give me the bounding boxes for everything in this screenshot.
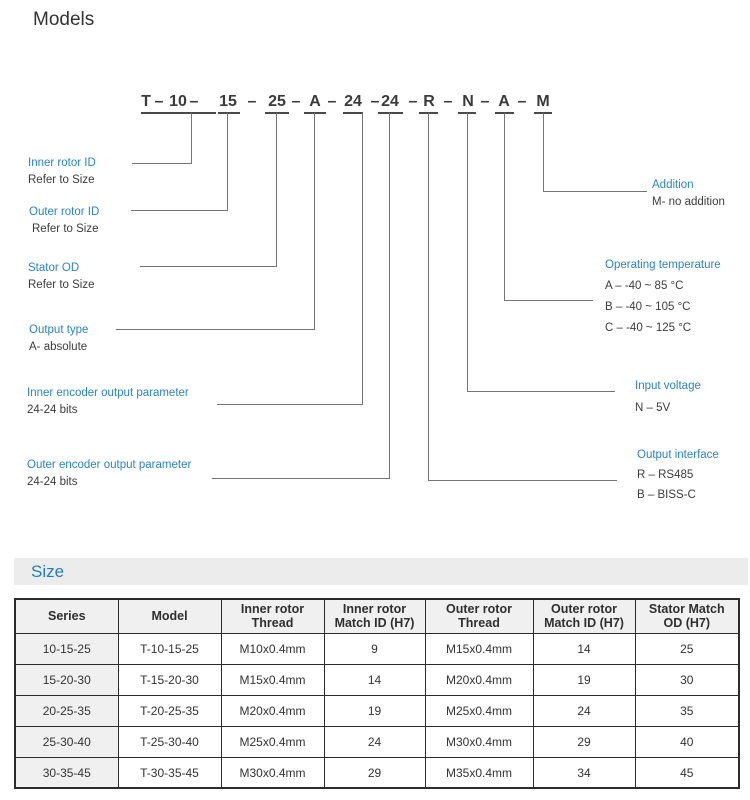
label-outer-rotor-id [29,204,99,238]
table-header-cell: Outer rotor Thread [425,599,533,633]
label-value: B – -40 ~ 105 °C [605,301,691,313]
label-title: Operating temperature [605,259,721,271]
table-cell: 19 [324,695,425,726]
table-cell: 10-15-25 [15,633,118,664]
table-cell: T-15-20-30 [118,664,221,695]
table-cell: 15-20-30 [15,664,118,695]
table-row [15,726,739,757]
code-token: – [408,93,418,110]
table-cell: M20x0.4mm [221,695,324,726]
size-section-header [14,558,748,585]
label-value: B – BISS-C [637,489,696,501]
label-operating-temperature [605,257,721,337]
code-token: 15 [219,93,237,110]
table-header-cell: Inner rotor Match ID (H7) [324,599,425,633]
label-title: Inner rotor ID [28,157,96,169]
table-header-row [15,599,739,633]
table-cell: 45 [635,757,739,788]
table-cell: 14 [533,633,635,664]
code-token: – [370,93,380,110]
table-cell: T-30-35-45 [118,757,221,788]
table-cell: 25 [635,633,739,664]
label-title: Addition [652,179,694,191]
label-value: Refer to Size [28,174,95,186]
label-input-voltage [635,378,701,417]
code-token: T [141,93,151,110]
table-row [15,633,739,664]
table-cell: 14 [324,664,425,695]
code-token: – [189,93,199,110]
table-row [15,664,739,695]
code-token: N [462,93,474,110]
table-cell: M35x0.4mm [425,757,533,788]
label-inner-rotor-id [28,155,96,189]
size-table [14,598,740,789]
table-cell: 29 [324,757,425,788]
table-header-cell: Stator Match OD (H7) [635,599,739,633]
code-token: – [154,93,164,110]
table-cell: M10x0.4mm [221,633,324,664]
table-row [15,757,739,788]
table-cell: 25-30-40 [15,726,118,757]
label-title: Stator OD [28,262,80,274]
code-token: – [327,93,337,110]
label-value: A – -40 ~ 85 °C [605,280,684,292]
table-cell: 24 [533,695,635,726]
code-token: 10 [169,93,187,110]
table-cell: 19 [533,664,635,695]
table-cell: T-25-30-40 [118,726,221,757]
page-title: Models [33,9,95,30]
section-title: Size [31,561,65,581]
label-inner-encoder-output [27,385,189,419]
label-title: Input voltage [635,380,701,392]
label-title: Outer encoder output parameter [27,459,192,471]
table-cell: M15x0.4mm [425,633,533,664]
code-token: – [480,93,490,110]
table-cell: 40 [635,726,739,757]
table-cell: M30x0.4mm [425,726,533,757]
code-token: – [517,93,527,110]
code-token: – [291,93,301,110]
label-value: 24-24 bits [27,476,78,488]
code-token: A [309,93,321,110]
table-cell: T-10-15-25 [118,633,221,664]
label-value: N – 5V [635,402,671,414]
table-cell: 20-25-35 [15,695,118,726]
label-output-interface [637,447,719,504]
table-cell: M25x0.4mm [221,726,324,757]
table-cell: 35 [635,695,739,726]
table-cell: M20x0.4mm [425,664,533,695]
table-cell: 34 [533,757,635,788]
label-value: R – RS485 [637,469,694,481]
code-token: 24 [381,93,399,110]
table-header-cell: Series [15,599,118,633]
table-cell: 29 [533,726,635,757]
table-cell: M25x0.4mm [425,695,533,726]
label-output-type [29,322,88,356]
code-token: – [247,93,257,110]
table-cell: M15x0.4mm [221,664,324,695]
connector-line [543,113,647,192]
label-value: C – -40 ~ 125 °C [605,322,692,334]
label-title: Outer rotor ID [29,206,100,218]
table-cell: 24 [324,726,425,757]
label-addition [652,177,725,211]
code-token: – [443,93,453,110]
table-header-cell: Outer rotor Match ID (H7) [533,599,635,633]
connector-line [212,113,390,479]
label-value: Refer to Size [28,279,95,291]
label-title: Output type [29,324,89,336]
label-title: Inner encoder output parameter [27,387,189,399]
label-stator-od [28,260,94,294]
code-token: 24 [344,93,362,110]
code-token: A [498,93,510,110]
table-header-cell: Inner rotor Thread [221,599,324,633]
table-cell: M30x0.4mm [221,757,324,788]
label-value: Refer to Size [32,223,99,235]
label-value: M- no addition [652,196,725,208]
table-cell: T-20-25-35 [118,695,221,726]
table-cell: 30 [635,664,739,695]
table-cell: 9 [324,633,425,664]
label-outer-encoder-output [27,457,191,491]
label-title: Output interface [637,449,719,461]
table-header-cell: Model [118,599,221,633]
code-token: M [536,93,550,110]
code-token: R [423,93,435,110]
code-token: 25 [268,93,286,110]
label-value: A- absolute [29,341,88,353]
table-cell: 30-35-45 [15,757,118,788]
table-row [15,695,739,726]
label-value: 24-24 bits [27,404,78,416]
